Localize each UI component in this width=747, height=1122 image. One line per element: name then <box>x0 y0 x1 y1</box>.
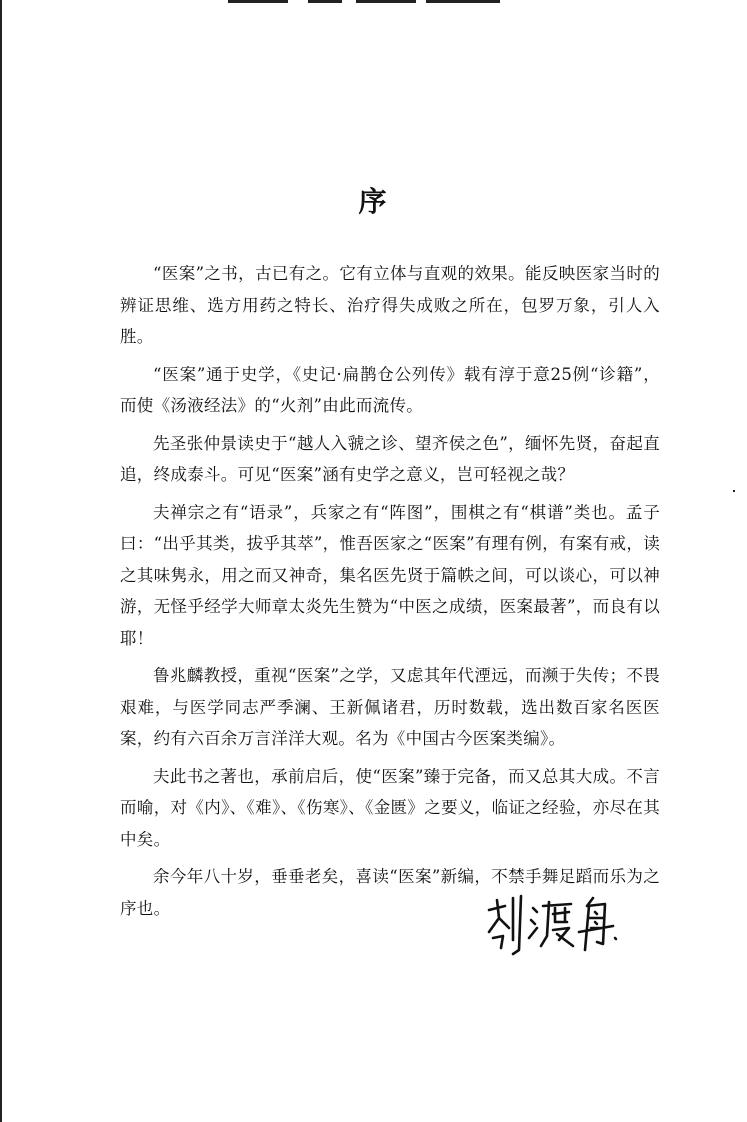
preface-body <box>120 258 660 930</box>
scan-top-marks <box>228 0 508 4</box>
paragraph: “医案”通于史学，《史记·扁鹊仓公列传》载有淳于意25例“诊籍”，而使《汤液经法》的“火剂”由此而流传。 <box>120 364 660 415</box>
paragraph: 夫此书之著也，承前启后，使“医案”臻于完备，而又总其大成。不言而喻，对《内》、《难》、《伤寒》、《金匮》之要义，临证之经验，亦尽在其中矣。 <box>120 766 660 849</box>
handwritten-signature <box>475 888 635 958</box>
paragraph: 余今年八十岁，垂垂老矣，喜读“医案”新编，不禁手舞足蹈而乐为之序也。 <box>120 867 660 918</box>
paragraph: 先圣张仲景读史于“越人入虢之诊、望齐侯之色”，缅怀先贤，奋起直追，终成泰斗。可见“医案”涵有史学之意义，岂可轻视之哉？ <box>120 433 660 484</box>
paragraph: “医案”之书，古已有之。它有立体与直观的效果。能反映医家当时的辨证思维、选方用药之特长、治疗得失成败之所在，包罗万象，引人入胜。 <box>120 264 660 346</box>
page-title: 序 <box>358 185 389 218</box>
scan-speck <box>733 490 735 492</box>
scan-border <box>0 0 2 1122</box>
paragraph: 夫禅宗之有“语录”，兵家之有“阵图”，围棋之有“棋谱”类也。孟子曰：“出乎其类，拔乎其萃”，惟吾医家之“医案”有理有例，有案有戒，读之其味隽永，用之而又神奇，集名医先贤于篇帙之间，可以谈心，可以神游，无怪乎经学大师章太炎先生赞为“中医之成绩，医案最著”，而良有以耶！ <box>120 502 660 648</box>
paragraph: 鲁兆麟教授，重视“医案”之学，又虑其年代湮远，而濒于失传；不畏艰难，与医学同志严季澜、王新佩诸君，历时数载，选出数百家名医医案，约有六百余万言洋洋大观。名为《中国古今医案类编》。 <box>120 666 660 748</box>
